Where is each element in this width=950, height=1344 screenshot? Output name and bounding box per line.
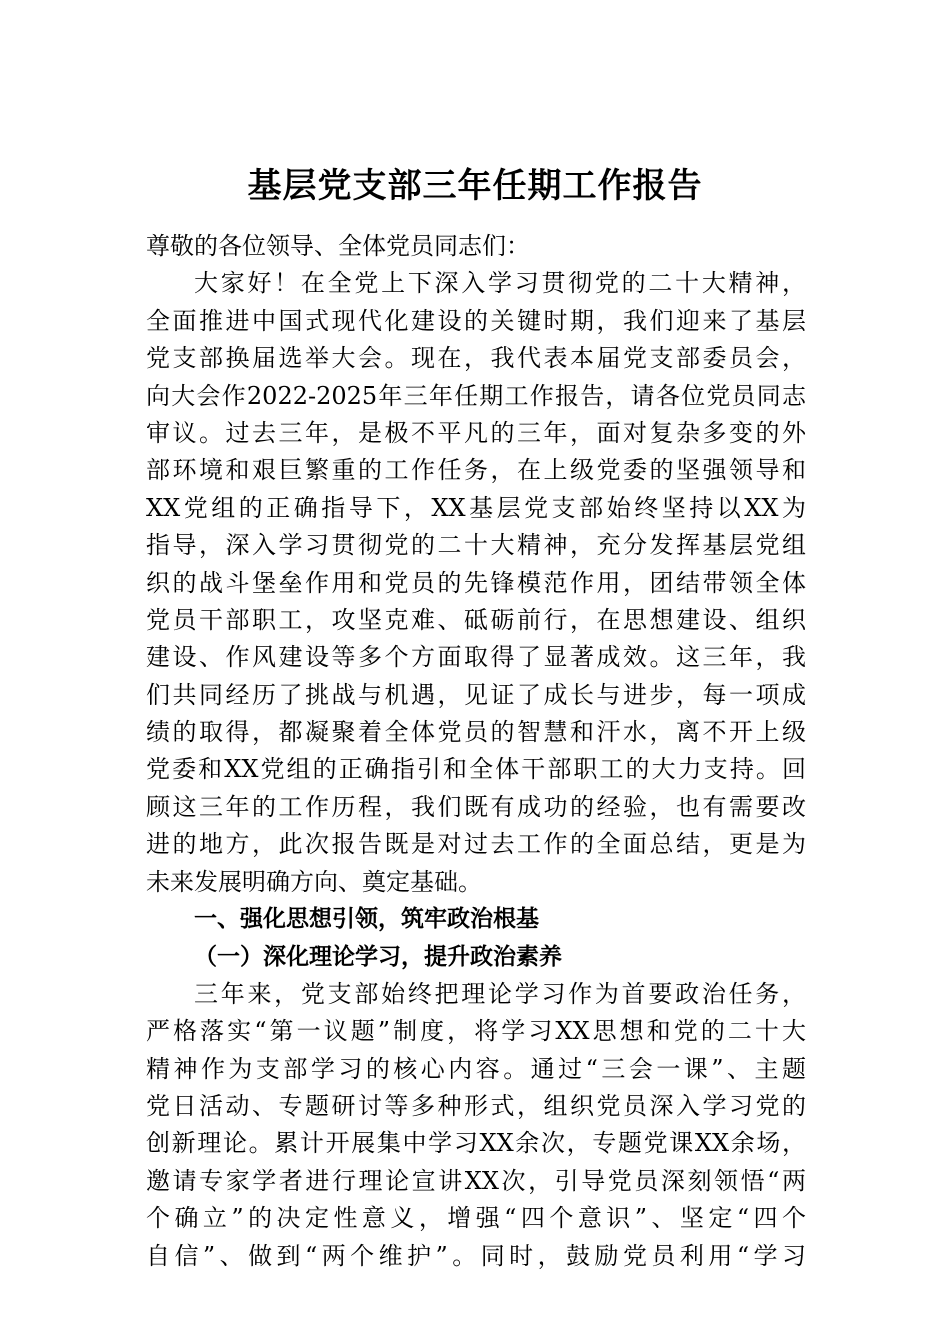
document-body: [146, 228, 806, 1275]
paragraph-line: 创新理论。累计开展集中学习XX余次，专题党课XX余场，: [146, 1129, 806, 1158]
paragraph-line: 党支部换届选举大会。现在，我代表本届党支部委员会，: [146, 344, 806, 373]
paragraph-line: 建设、作风建设等多个方面取得了显著成效。这三年，我: [146, 643, 806, 672]
paragraph-line: 精神作为支部学习的核心内容。通过“三会一课”、主题: [146, 1054, 806, 1083]
paragraph-line: 部环境和艰巨繁重的工作任务，在上级党委的坚强领导和: [146, 456, 806, 485]
paragraph-line: 向大会作2022-2025年三年任期工作报告，请各位党员同志: [146, 381, 806, 410]
paragraph-line: 党员干部职工，攻坚克难、砥砺前行，在思想建设、组织: [146, 605, 806, 634]
paragraph-line: XX党组的正确指导下，XX基层党支部始终坚持以XX为: [146, 493, 806, 522]
document-title: 基层党支部三年任期工作报告: [247, 166, 703, 206]
paragraph-line: 三年来，党支部始终把理论学习作为首要政治任务，: [194, 979, 806, 1008]
paragraph-line: 邀请专家学者进行理论宣讲XX次，引导党员深刻领悟“两: [146, 1166, 806, 1195]
subsection-heading: （一）深化理论学习，提升政治素养: [194, 943, 562, 971]
paragraph-line: 党日活动、专题研讨等多种形式，组织党员深入学习党的: [146, 1091, 806, 1120]
paragraph-line: 个确立”的决定性意义，增强“四个意识”、坚定“四个: [146, 1204, 806, 1233]
paragraph-line: 顾这三年的工作历程，我们既有成功的经验，也有需要改: [146, 792, 806, 821]
paragraph-line: 自信”、做到“两个维护”。同时，鼓励党员利用“学习: [146, 1241, 806, 1270]
paragraph-line: 织的战斗堡垒作用和党员的先锋模范作用，团结带领全体: [146, 568, 806, 597]
paragraph-line: 指导，深入学习贯彻党的二十大精神，充分发挥基层党组: [146, 531, 806, 560]
paragraph-line: 们共同经历了挑战与机遇，见证了成长与进步，每一项成: [146, 680, 806, 709]
paragraph-line: 进的地方，此次报告既是对过去工作的全面总结，更是为: [146, 830, 806, 859]
section-heading: 一、强化思想引领，筑牢政治根基: [194, 906, 539, 933]
paragraph-line: 党委和XX党组的正确指引和全体干部职工的大力支持。回: [146, 755, 806, 784]
salutation: 尊敬的各位领导、全体党员同志们：: [146, 232, 530, 260]
paragraph-line: 全面推进中国式现代化建设的关键时期，我们迎来了基层: [146, 306, 806, 335]
paragraph-line: 绩的取得，都凝聚着全体党员的智慧和汗水，离不开上级: [146, 718, 806, 747]
paragraph-line: 严格落实“第一议题”制度，将学习XX思想和党的二十大: [146, 1017, 806, 1046]
paragraph-line: 审议。过去三年，是极不平凡的三年，面对复杂多变的外: [146, 418, 806, 447]
paragraph-line: 大家好！在全党上下深入学习贯彻党的二十大精神，: [194, 269, 806, 298]
paragraph-line: 未来发展明确方向、奠定基础。: [146, 867, 482, 896]
